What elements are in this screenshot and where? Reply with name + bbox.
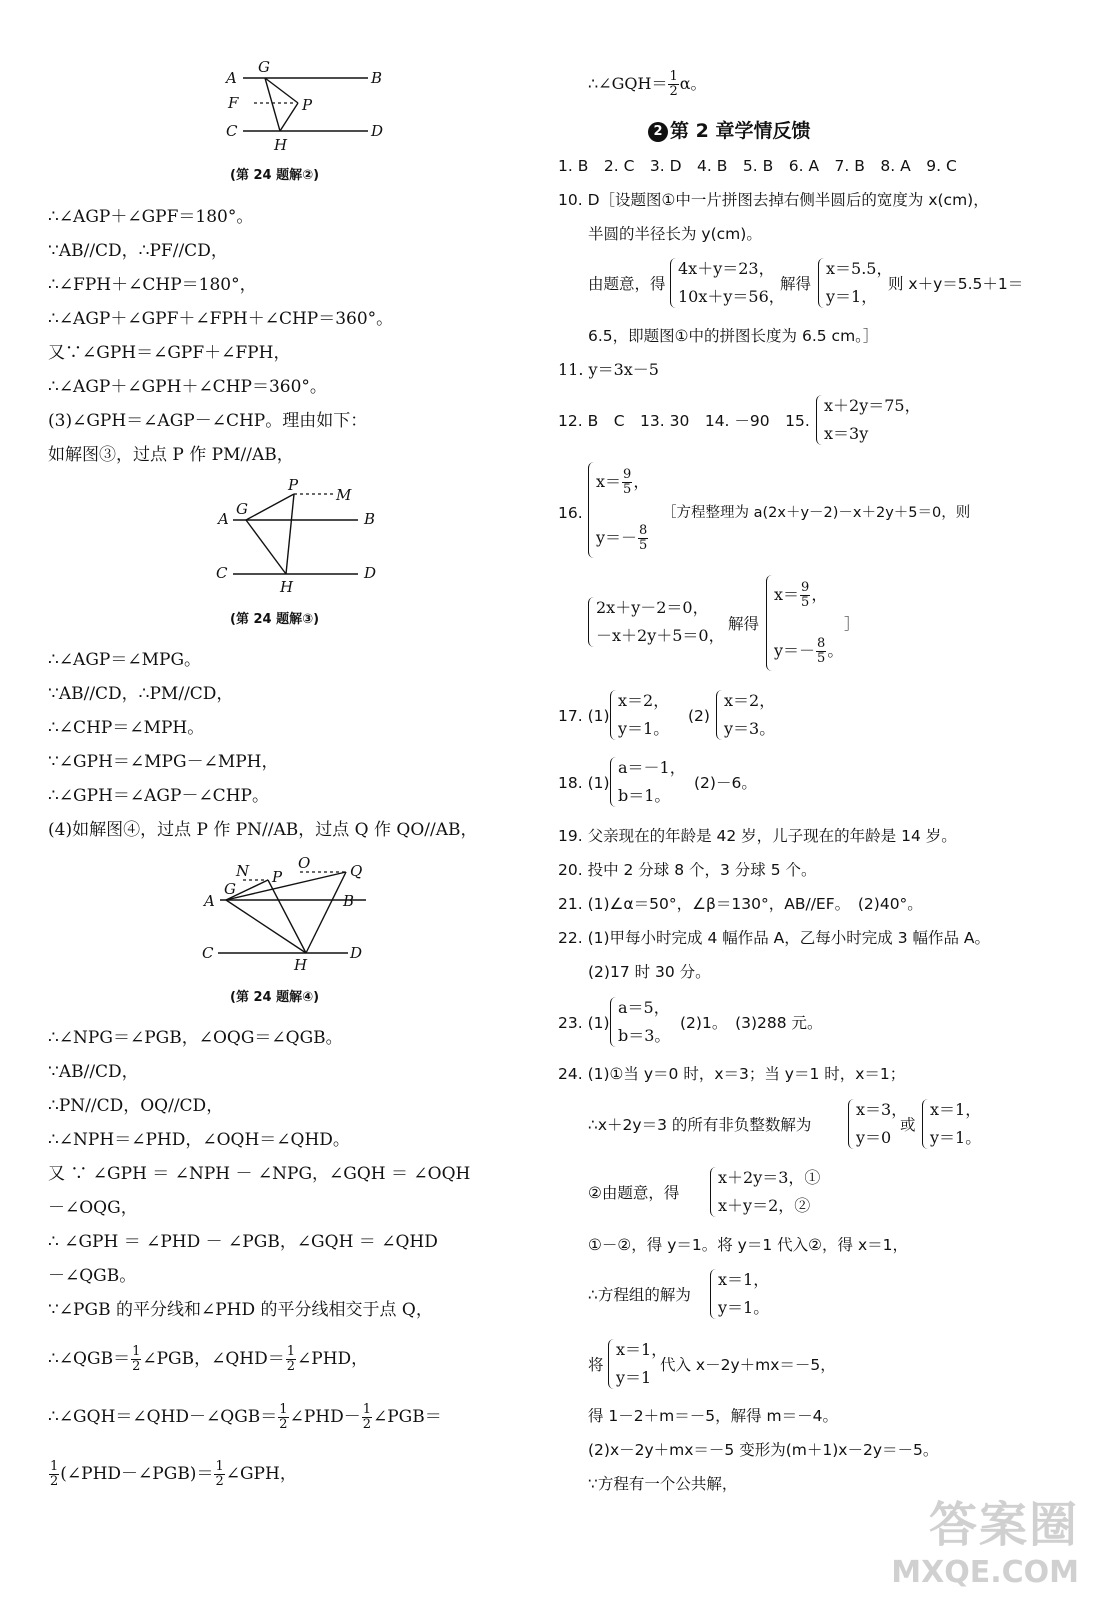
text-line: 如解图③，过点 P 作 PM//AB， [48, 445, 294, 465]
label-D: D [371, 122, 384, 140]
q24-substitution: x＝1， y＝1 [608, 1339, 668, 1391]
q16-solution: x＝ $\frac{9}{5}$ ， y＝－ $\frac{8}{5}$ 。 [766, 575, 866, 673]
q17-number: 17. (1) [558, 707, 610, 725]
q24-or: 或 [900, 1116, 916, 1134]
text-line: ∴PN//CD，OQ//CD， [48, 1096, 224, 1116]
label-B: B [343, 892, 355, 910]
q10-solution: x＝5.5， y＝1， [818, 258, 888, 310]
q23-rest: (2)1。 (3)288 元。 [680, 1014, 823, 1032]
label-A: A [226, 69, 237, 87]
gqh-line: ∴∠GQH＝∠QHD－∠QGB＝ $\frac{1}{2}$ ∠PHD－ $\frac{1}{2}$ ∠PGB＝ [48, 1402, 442, 1432]
label-N: N [236, 862, 250, 880]
q10-end: 6.5，即题图①中的拼图长度为 6.5 cm。］ [588, 327, 879, 345]
watermark: 答案圈 MXQE.COM [891, 1497, 1079, 1590]
q24-line-2: ∴x＋2y＝3 的所有非负整数解为 [588, 1116, 812, 1134]
q16-close: ］ [844, 615, 860, 633]
q20: 20. 投中 2 分球 8 个，3 分球 5 个。 [558, 861, 817, 879]
q24-line-6-post: 代入 x－2y＋mx＝－5， [660, 1356, 836, 1374]
text-line: ∴∠NPG＝∠PGB，∠OQG＝∠QGB。 [48, 1028, 343, 1048]
text-line: ∴∠NPH＝∠PHD，∠OQH＝∠QHD。 [48, 1130, 350, 1150]
label-G: G [258, 58, 270, 76]
q10-system: 4x＋y＝23， 10x＋y＝56， [670, 258, 800, 310]
gqh-result-line: ∴∠GQH＝ $\frac{1}{2}$ α。 [588, 69, 707, 99]
figure-24-2 [218, 58, 398, 158]
text-line: ∵∠GPH＝∠MPG－∠MPH， [48, 752, 279, 772]
q22-line-2: (2)17 时 30 分。 [588, 963, 711, 981]
q17-part2: x＝2， y＝3。 [716, 690, 786, 742]
q16-answer: x＝ $\frac{9}{5}$ ， y＝－ $\frac{8}{5}$ [588, 462, 668, 560]
label-P: P [272, 868, 283, 886]
label-H: H [280, 578, 294, 596]
q19: 19. 父亲现在的年龄是 42 岁，儿子现在的年龄是 14 岁。 [558, 827, 957, 845]
label-P: P [288, 478, 299, 494]
text-line: ∴ ∠GPH ＝ ∠PHD － ∠PGB，∠GQH ＝ ∠QHD [48, 1232, 438, 1252]
figure-caption: (第 24 题解②) [230, 168, 320, 183]
text-line: ∴∠FPH＋∠CHP＝180°， [48, 275, 257, 295]
q17-part1: x＝2， y＝1。 [610, 690, 680, 742]
label-B: B [371, 69, 383, 87]
q18-part1: a＝－1， b＝1。 [610, 757, 690, 809]
text-line: 又∵∠GPH＝∠GPF＋∠FPH， [48, 343, 291, 363]
text-line: ∴∠CHP＝∠MPH。 [48, 718, 205, 738]
text-line: ∴∠AGP＋∠GPF＝180°。 [48, 207, 254, 227]
label-Q: Q [350, 862, 363, 880]
q24-line-8: (2)x－2y＋mx＝－5 变形为(m＋1)x－2y＝－5。 [588, 1441, 939, 1459]
q16-explanation: ［方程整理为 a(2x＋y－2)－x＋2y＋5＝0，则 [662, 505, 971, 521]
q24-solution-1: x＝3， y＝0 [848, 1099, 908, 1151]
q11: 11. y＝3x－5 [558, 360, 659, 379]
section-badge: 2 [648, 122, 668, 142]
section-title: 2 第 2 章学情反馈 [648, 116, 810, 143]
q24-solution-2: x＝1， y＝1。 [922, 1099, 992, 1151]
q18-part2: (2)－6。 [694, 774, 757, 792]
text-line: ∴∠AGP＋∠GPF＋∠FPH＋∠CHP＝360°。 [48, 309, 394, 329]
q17-part2-label: (2) [688, 707, 710, 725]
q22-line-1: 22. (1)甲每小时完成 4 幅作品 A，乙每小时完成 3 幅作品 A。 [558, 929, 991, 947]
q23-part1: a＝5， b＝3。 [610, 997, 680, 1049]
text-line: 又 ∵ ∠GPH ＝ ∠NPH － ∠NPG，∠GQH ＝ ∠OQH [48, 1164, 471, 1184]
bisector-line: ∴∠QGB＝ $\frac{1}{2}$ ∠PGB，∠QHD＝ $\frac{1}{2}$ ∠PHD， [48, 1344, 369, 1374]
answers-1-9: 1. B 2. C 3. D 4. B 5. B 6. A 7. B 8. A 9. C [558, 157, 957, 175]
figure-caption: (第 24 题解④) [230, 990, 320, 1005]
q10-line-1: 10. D［设题图①中一片拼图去掉右侧半圆后的宽度为 x(cm)， [558, 191, 989, 209]
text-line: (3)∠GPH＝∠AGP－∠CHP。理由如下： [48, 411, 368, 431]
text-line: ∵∠PGB 的平分线和∠PHD 的平分线相交于点 Q， [48, 1300, 433, 1320]
q23-number: 23. (1) [558, 1014, 610, 1032]
label-C: C [202, 944, 214, 962]
text-line: －∠OQG， [48, 1198, 138, 1218]
q21: 21. (1)∠α＝50°，∠β＝130°，AB//EF。 (2)40°。 [558, 895, 923, 913]
label-G: G [224, 880, 236, 898]
text-line: －∠QGB。 [48, 1266, 137, 1286]
q24-line-3: ②由题意，得 [588, 1184, 680, 1202]
text-line: ∴∠AGP＋∠GPH＋∠CHP＝360°。 [48, 377, 327, 397]
q10-solve-label: 解得 [780, 275, 812, 293]
label-G: G [236, 500, 248, 518]
figure-24-4 [188, 852, 428, 977]
q24-line-1: 24. (1)①当 y＝0 时，x＝3；当 y＝1 时，x＝1； [558, 1065, 906, 1083]
figure-24-3 [208, 478, 398, 598]
q18-number: 18. (1) [558, 774, 610, 792]
text-line: (4)如解图④，过点 P 作 PN//AB，过点 Q 作 QO//AB， [48, 820, 478, 840]
label-M: M [336, 486, 352, 504]
text-line: ∵AB//CD， [48, 1062, 139, 1082]
label-P: P [302, 96, 313, 114]
label-D: D [364, 564, 377, 582]
q24-line-9: ∵方程有一个公共解， [588, 1475, 738, 1493]
q10-sum: 则 x＋y＝5.5＋1＝ [888, 275, 1024, 293]
text-line: ∴∠GPH＝∠AGP－∠CHP。 [48, 786, 269, 806]
q10-line-2: 半圆的半径长为 y(cm)。 [588, 225, 762, 243]
label-O: O [298, 854, 311, 872]
label-A: A [218, 510, 229, 528]
q24-solution-3: x＝1， y＝1。 [710, 1269, 780, 1321]
figure-caption: (第 24 题解③) [230, 612, 320, 627]
label-H: H [274, 136, 288, 154]
q16-number: 16. [558, 504, 583, 522]
q24-line-4: ①－②，得 y＝1。将 y＝1 代入②，得 x＝1， [588, 1236, 908, 1254]
label-C: C [226, 122, 238, 140]
q10-system-pre: 由题意，得 [588, 275, 666, 293]
q16-solve-label: 解得 [728, 615, 760, 633]
q15-system: x＋2y＝75， x＝3y [816, 395, 956, 447]
label-D: D [350, 944, 363, 962]
text-line: ∵AB//CD，∴PM//CD， [48, 684, 234, 704]
label-B: B [364, 510, 376, 528]
last-line: $\frac{1}{2}$ (∠PHD－∠PGB)＝ $\frac{1}{2}$ ∠GPH， [50, 1459, 297, 1489]
q16-system: 2x＋y－2＝0， －x＋2y＋5＝0， [588, 597, 728, 649]
label-F: F [228, 94, 239, 112]
q24-line-6-pre: 将 [588, 1356, 604, 1374]
q24-system: x＋2y＝3，① x＋y＝2，② [710, 1167, 830, 1219]
text-line: ∴∠AGP＝∠MPG。 [48, 650, 202, 670]
q24-line-5: ∴方程组的解为 [588, 1286, 691, 1304]
label-A: A [204, 892, 215, 910]
q24-line-7: 得 1－2＋m＝－5，解得 m＝－4。 [588, 1407, 838, 1425]
q12-15: 12. B C 13. 30 14. －90 15. [558, 412, 810, 430]
text-line: ∵AB//CD，∴PF//CD， [48, 241, 228, 261]
label-H: H [294, 956, 308, 974]
label-C: C [216, 564, 228, 582]
